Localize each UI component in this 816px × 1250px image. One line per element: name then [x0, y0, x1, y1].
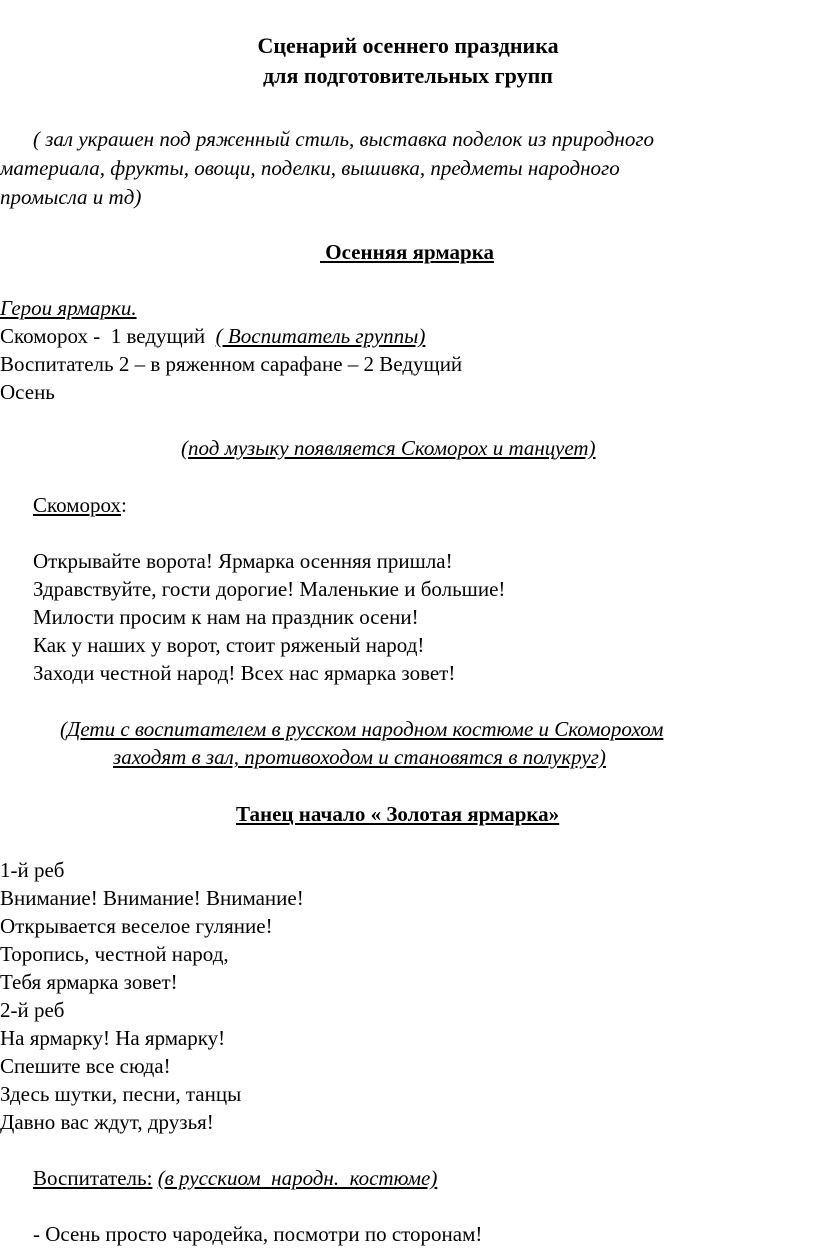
skomorokh-line-3: Милости просим к нам на праздник осени!	[33, 605, 419, 629]
section-heading-autumn-fair: Осенняя ярмарка	[320, 240, 494, 264]
heroes-label: Герои ярмарки.	[0, 296, 137, 320]
hero-line-1-note: ( Воспитатель группы)	[215, 324, 426, 348]
skomorokh-line-4: Как у наших у ворот, стоит ряженый народ!	[33, 633, 425, 657]
intro-line-3: промысла и тд)	[0, 185, 142, 209]
speaker-teacher	[33, 1165, 437, 1191]
section-heading-dance: Танец начало « Золотая ярмарка»	[236, 802, 560, 826]
stage-direction-2-line-2: заходят в зал, противоходом и становятся в полукруг)	[113, 745, 606, 769]
hero-line-2: Воспитатель 2 – в ряженном сарафане – 2 Ведущий	[0, 352, 463, 376]
speaker-skomorokh	[33, 492, 127, 518]
skomorokh-line-1: Открывайте ворота! Ярмарка осенняя пришла!	[33, 549, 453, 573]
intro-line-2: материала, фрукты, овощи, поделки, вышивка, предметы народного	[0, 156, 620, 180]
document-title-line-1: Сценарий осеннего праздника	[257, 33, 559, 58]
child-1-line-2: Открывается веселое гуляние!	[0, 914, 273, 938]
child-1-line-4: Тебя ярмарка зовет!	[0, 970, 178, 994]
speaker-teacher-note: (в русскиом народн. костюме)	[157, 1166, 438, 1190]
hero-line-1-text: Скоморох - 1 ведущий	[0, 324, 216, 348]
child-1-line-3: Торопись, честной народ,	[0, 942, 229, 966]
hero-line-1	[0, 323, 425, 349]
stage-direction-1: (под музыку появляется Скоморох и танцует)	[181, 436, 596, 460]
hero-line-3: Осень	[0, 380, 55, 404]
skomorokh-line-5: Заходи честной народ! Всех нас ярмарка зовет!	[33, 661, 456, 685]
child-2-label: 2-й реб	[0, 998, 65, 1022]
child-2-line-1: На ярмарку! На ярмарку!	[0, 1026, 226, 1050]
intro-line-1: ( зал украшен под ряженный стиль, выставка поделок из природного	[33, 127, 655, 151]
child-2-line-3: Здесь шутки, песни, танцы	[0, 1082, 242, 1106]
stage-direction-2-line-1: (Дети с воспитателем в русском народном костюме и Скоморохом	[60, 717, 664, 741]
child-1-label: 1-й реб	[0, 858, 65, 882]
speaker-skomorokh-colon: :	[121, 493, 127, 517]
teacher-line-1: - Осень просто чародейка, посмотри по сторонам!	[33, 1222, 483, 1246]
speaker-teacher-name: Воспитатель:	[33, 1166, 153, 1190]
document-title-line-2: для подготовительных групп	[263, 63, 553, 88]
child-2-line-4: Давно вас ждут, друзья!	[0, 1110, 214, 1134]
child-2-line-2: Спешите все сюда!	[0, 1054, 171, 1078]
child-1-line-1: Внимание! Внимание! Внимание!	[0, 886, 304, 910]
speaker-skomorokh-name: Скоморох	[33, 493, 122, 517]
skomorokh-line-2: Здравствуйте, гости дорогие! Маленькие и большие!	[33, 577, 506, 601]
